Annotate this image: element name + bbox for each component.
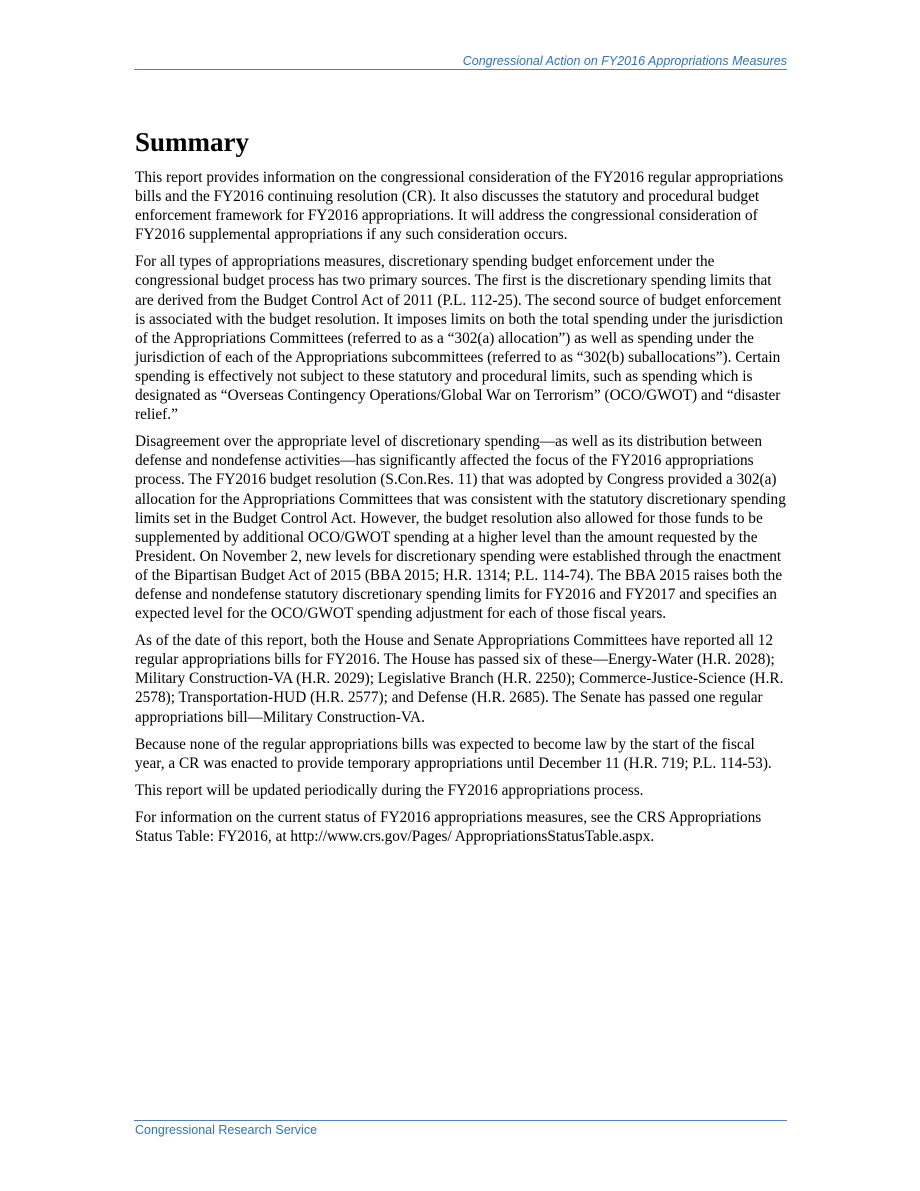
running-footer-organization: Congressional Research Service <box>135 1123 318 1137</box>
summary-paragraph-3: Disagreement over the appropriate level of discretionary spending—as well as its distribution between defense and nondefense activities—has significantly affected the focus of the FY2016 appropriations process. The FY2016 budget resolution (S.Con.Res. 11) that was adopted by Congress provided a 302(a) allocation for the Appropriations Committees that was consistent with the statutory discretionary spending limits set in the Budget Control Act. However, the budget resolution also allowed for those funds to be supplemented by additional OCO/GWOT spending at a higher level than the amount requested by the President. On November 2, new levels for discretionary spending were established through the enactment of the Bipartisan Budget Act of 2015 (BBA 2015; H.R. 1314; P.L. 114-74). The BBA 2015 raises both the defense and nondefense statutory discretionary spending limits for FY2016 and FY2017 and specifies an expected level for the OCO/GWOT spending adjustment for each of those fiscal years. <box>135 433 786 623</box>
summary-paragraph-6: This report will be updated periodically during the FY2016 appropriations process. <box>135 781 644 799</box>
running-header-title: Congressional Action on FY2016 Appropriations Measures <box>462 54 787 68</box>
summary-paragraph-4: As of the date of this report, both the House and Senate Appropriations Committees have reported all 12 regular appropriations bills for FY2016. The House has passed six of these—Energy-Water (H.R. 2028); Military Construction-VA (H.R. 2029); Legislative Branch (H.R. 2250); Commerce-Justice-Science (H.R. 2578); Transportation-HUD (H.R. 2577); and Defense (H.R. 2685). The Senate has passed one regular appropriations bill—Military Construction-VA. <box>135 632 784 726</box>
summary-paragraph-1: This report provides information on the congressional consideration of the FY2016 regular appropriations bills and the FY2016 continuing resolution (CR). It also discusses the statutory and procedural budget enforcement framework for FY2016 appropriations. It will address the congressional consideration of FY2016 supplemental appropriations if any such consideration occurs. <box>135 169 784 244</box>
summary-paragraph-2: For all types of appropriations measures, discretionary spending budget enforcement under the congressional budget process has two primary sources. The first is the discretionary spending limits that are derived from the Budget Control Act of 2011 (P.L. 112-25). The second source of budget enforcement is associated with the budget resolution. It imposes limits on both the total spending under the jurisdiction of the Appropriations Committees (referred to as a “302(a) allocation”) as well as spending under the jurisdiction of each of the Appropriations subcommittees (referred to as “302(b) suballocations”). Certain spending is effectively not subject to these statutory and procedural limits, such as spending which is designated as “Overseas Contingency Operations/Global War on Terrorism” (OCO/GWOT) and “disaster relief.” <box>135 253 783 424</box>
header-divider <box>134 69 787 70</box>
summary-section <box>135 124 787 854</box>
summary-heading: Summary <box>135 127 249 157</box>
footer-divider <box>134 1120 787 1121</box>
summary-paragraph-5: Because none of the regular appropriations bills was expected to become law by the start of the fiscal year, a CR was enacted to provide temporary appropriations until December 11 (H.R. 719; P.L. 114-53). <box>135 735 772 772</box>
summary-paragraph-7: For information on the current status of FY2016 appropriations measures, see the CRS Appropriations Status Table: FY2016, at http://www.crs.gov/Pages/ AppropriationsStatusTable.aspx. <box>135 808 762 845</box>
